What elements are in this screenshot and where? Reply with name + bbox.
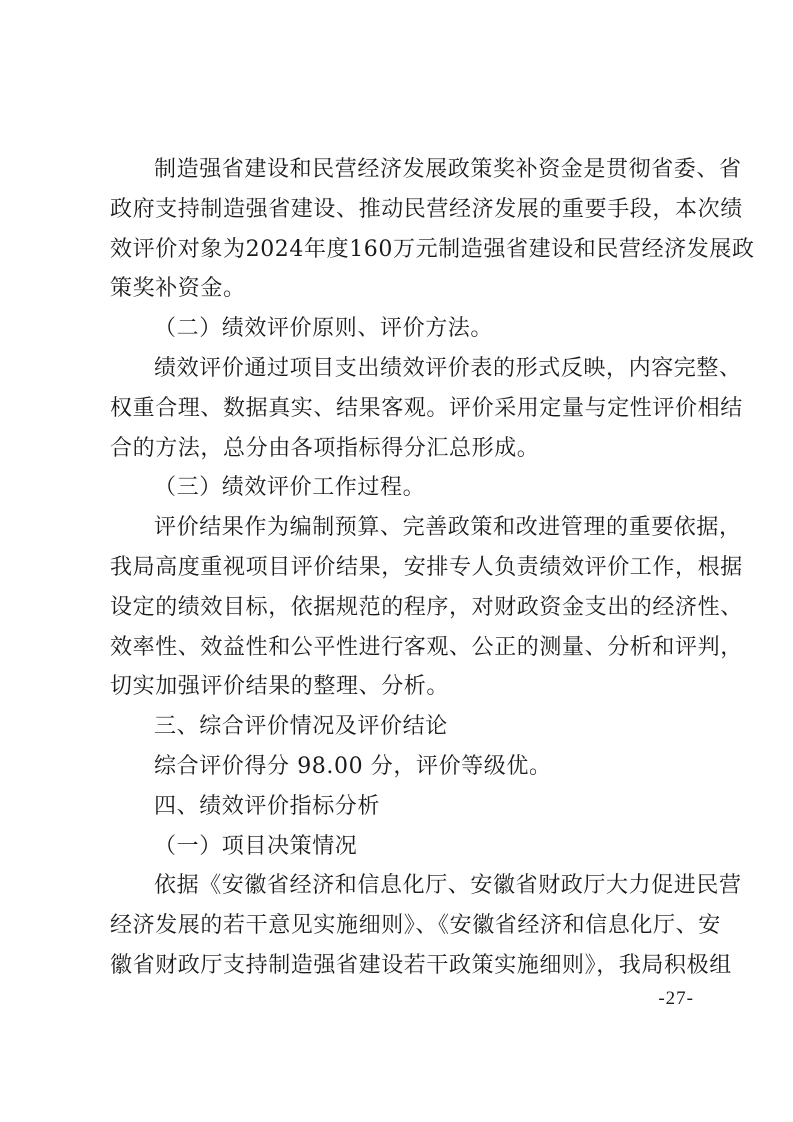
paragraph-line: 合的方法，总分由各项指标得分汇总形成。 — [110, 435, 540, 461]
paragraph-line: 制造强省建设和民营经济发展政策奖补资金是贯彻省委、省 — [154, 157, 742, 182]
paragraph-line: 权重合理、数据真实、结果客观。评价采用定量与定性评价相结 — [110, 395, 743, 421]
section-heading: 四、绩效评价指标分析 — [154, 793, 381, 819]
paragraph-line: 效评价对象为2024年度160万元制造强省建设和民营经济发展政 — [110, 236, 755, 262]
body-text — [110, 150, 755, 986]
paragraph-line: 政府支持制造强省建设、推动民营经济发展的重要手段，本次绩 — [110, 196, 743, 222]
paragraph-line: 切实加强评价结果的整理、分析。 — [110, 674, 450, 700]
paragraph-line: 绩效评价通过项目支出绩效评价表的形式反映，内容完整、 — [154, 355, 742, 381]
section-heading: （一）项目决策情况 — [154, 833, 358, 859]
section-heading: （三）绩效评价工作过程。 — [154, 475, 426, 501]
section-heading: （二）绩效评价原则、评价方法。 — [154, 316, 494, 342]
paragraph-line: 依据《安徽省经济和信息化厅、安徽省财政厅大力促进民营 — [154, 873, 742, 899]
paragraph-line: 评价结果作为编制预算、完善政策和改进管理的重要依据， — [154, 515, 742, 541]
paragraph-line: 效率性、效益性和公平性进行客观、公正的测量、分析和评判， — [110, 634, 743, 660]
paragraph-line: 徽省财政厅支持制造强省建设若干政策实施细则》，我局积极组 — [110, 952, 732, 978]
paragraph-line: 设定的绩效目标，依据规范的程序，对财政资金支出的经济性、 — [110, 594, 743, 620]
paragraph-line: 策奖补资金。 — [110, 276, 246, 302]
section-heading: 三、综合评价情况及评价结论 — [154, 714, 448, 740]
paragraph-line: 经济发展的若干意见实施细则》、《安徽省经济和信息化厅、安 — [110, 913, 721, 939]
paragraph-line: 综合评价得分 98.00 分，评价等级优。 — [154, 753, 552, 779]
paragraph-line: 我局高度重视项目评价结果，安排专人负责绩效评价工作，根据 — [110, 554, 743, 580]
page-number: -27- — [658, 988, 694, 1009]
